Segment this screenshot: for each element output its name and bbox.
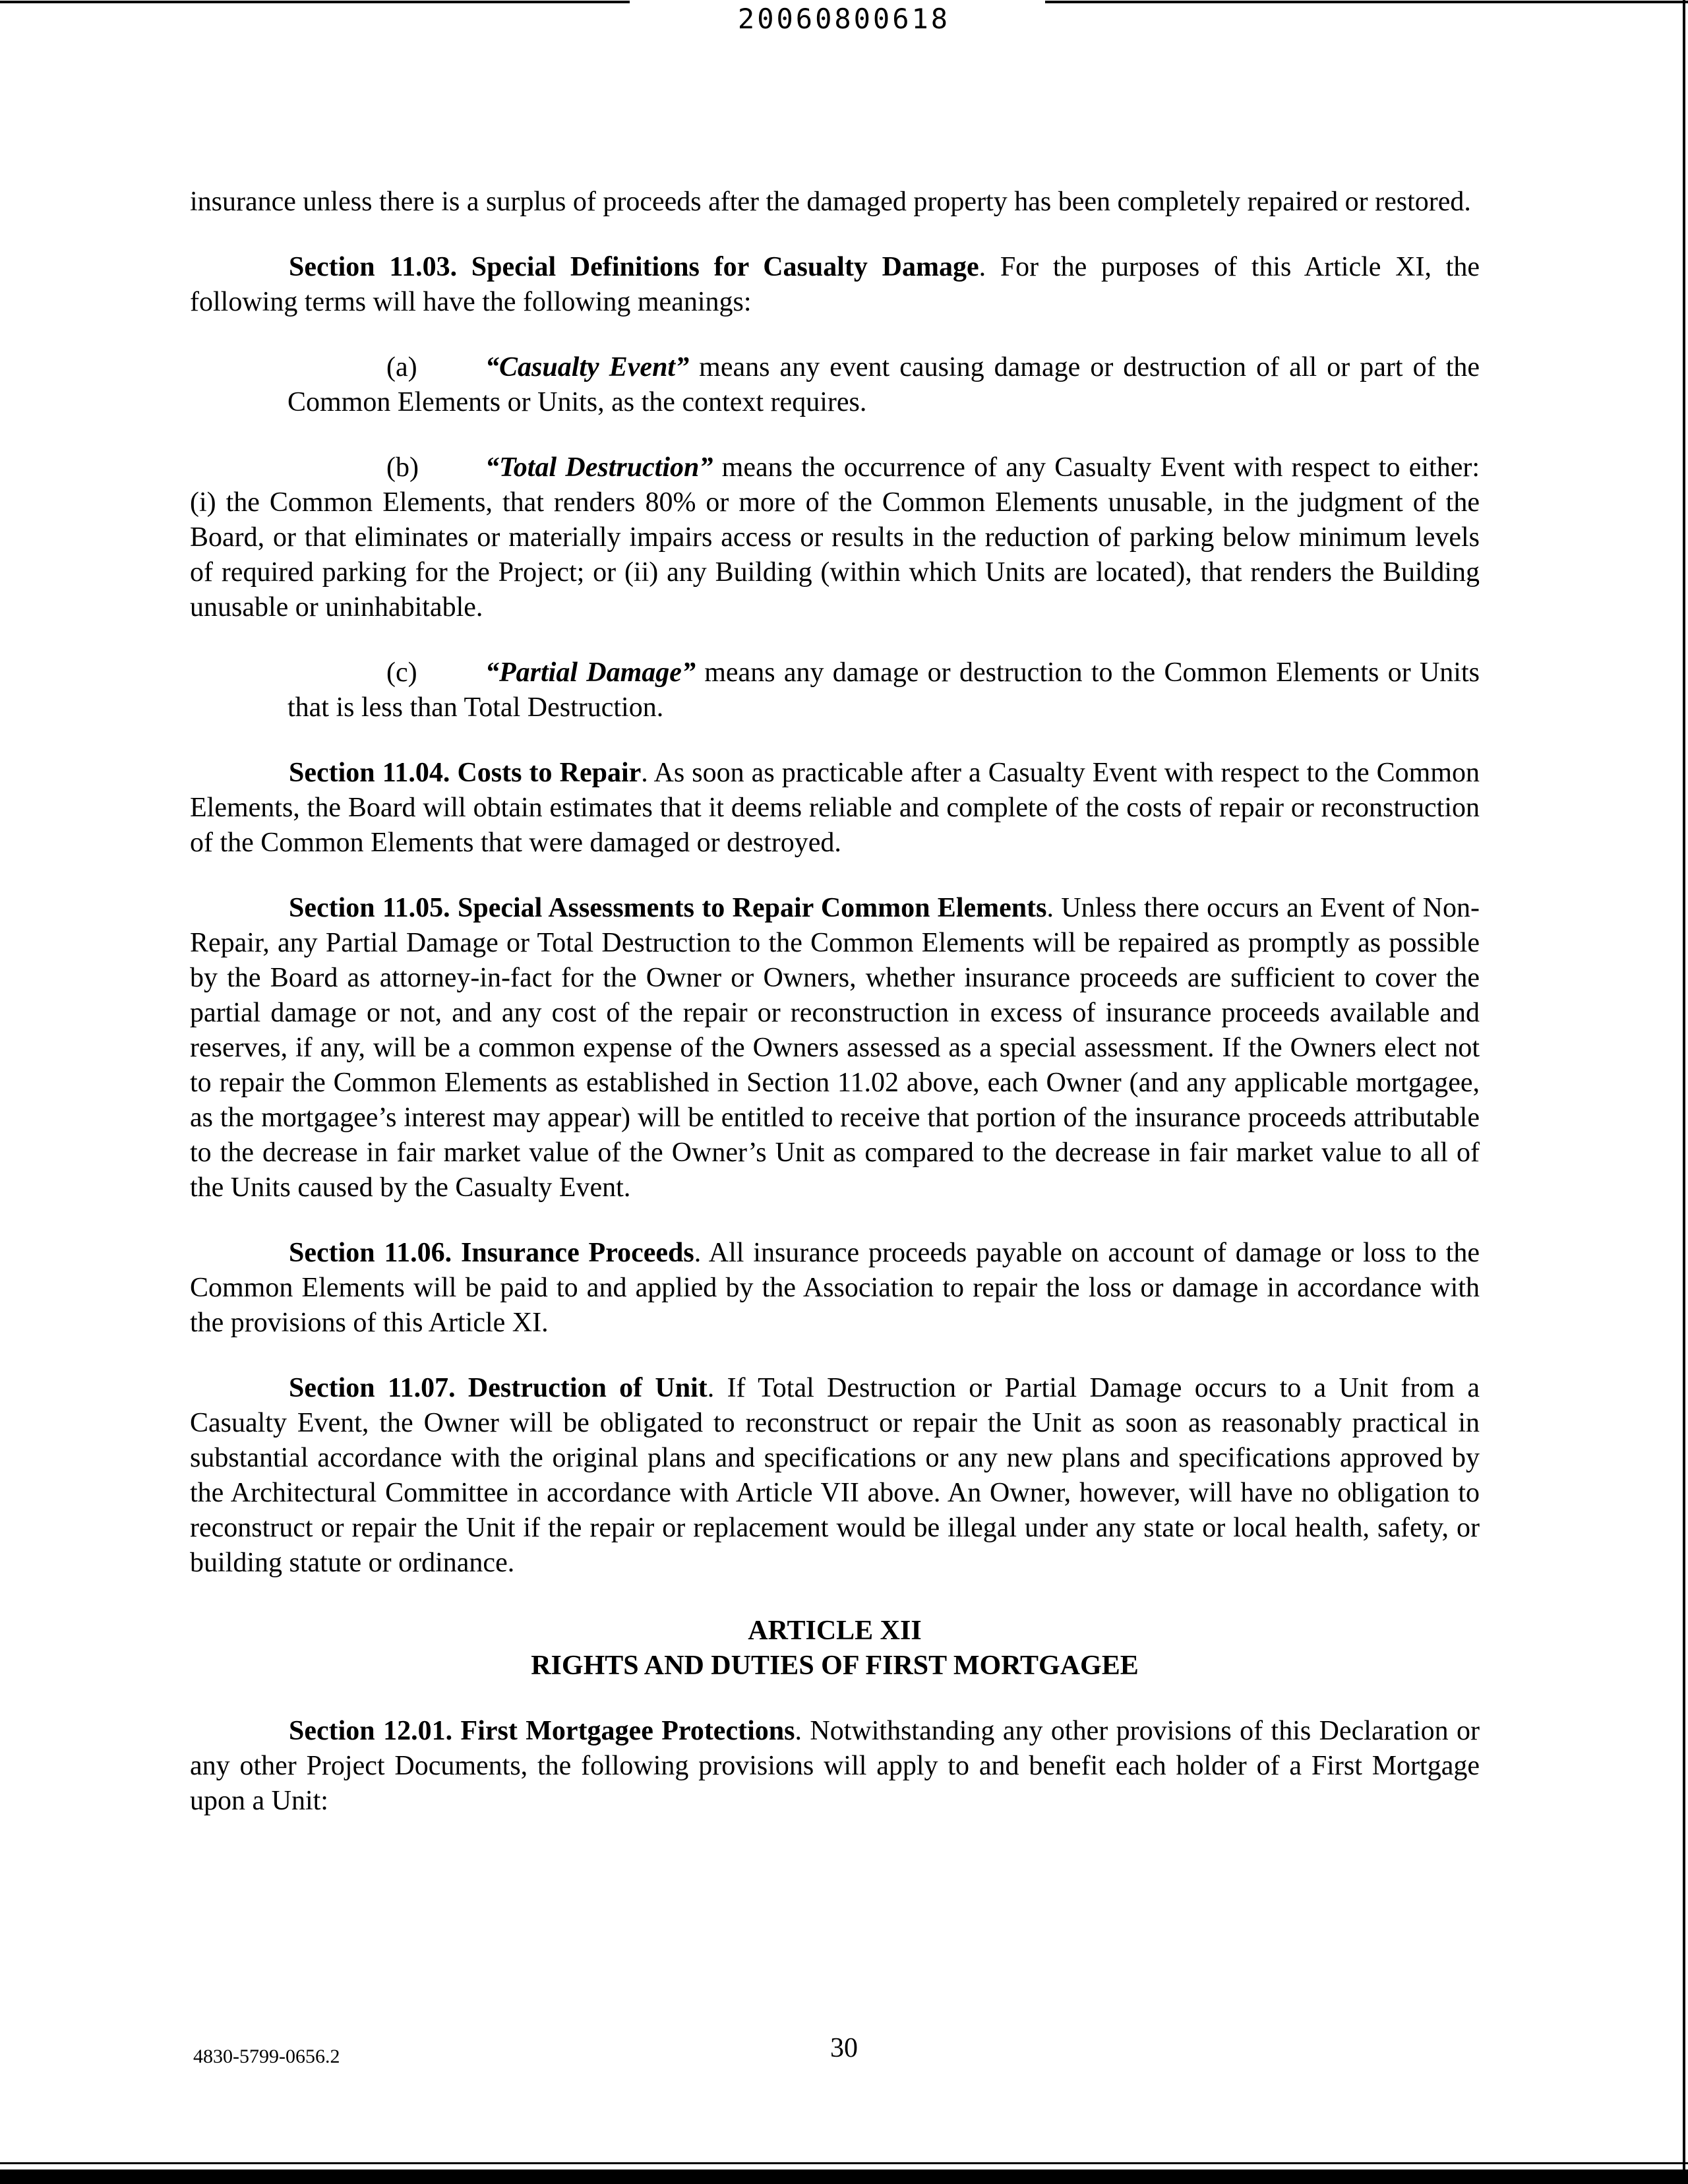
article-subtitle: RIGHTS AND DUTIES OF FIRST MORTGAGEE: [531, 1651, 1139, 1681]
definition-a: [287, 350, 1480, 420]
section-12-01: [190, 1714, 1480, 1819]
section-11-06: [190, 1236, 1480, 1341]
section-heading: Section 12.01. First Mortgagee Protections: [289, 1716, 795, 1746]
definition-c: [287, 655, 1480, 725]
footer-document-code: 4830-5799-0656.2: [193, 2046, 340, 2067]
defined-term: “Total Destruction”: [485, 452, 713, 483]
scan-bottom-bar: [0, 2169, 1688, 2184]
section-body: . Unless there occurs an Event of Non-Repair, any Partial Damage or Total Destruction to the Common Elements will be repaired as promptly as possible by the Board as attorney-in-fact for the Owner or Owners, whether insurance proceeds are sufficient to cover the partial damage or not, and any cost of the repair or reconstruction in excess of insurance proceeds available and reserves, if any, will be a common expense of the Owners assessed as a special assessment. If the Owners elect not to repair the Common Elements as established in Section 11.02 above, each Owner (and any applicable mortgagee, as the mortgagee’s interest may appear) will be entitled to receive that portion of the insurance proceeds attributable to the decrease in fair market value of the Owner’s Unit as compared to the decrease in fair market value to all of the Units caused by the Casualty Event.: [190, 893, 1480, 1203]
section-heading: Section 11.05. Special Assessments to Repair Common Elements: [289, 893, 1047, 923]
article-title: ARTICLE XII: [748, 1616, 922, 1646]
defined-term: “Partial Damage”: [485, 657, 696, 688]
document-number: 20060800618: [737, 3, 951, 35]
scan-bottom-rule: [0, 2162, 1688, 2164]
section-body: . If Total Destruction or Partial Damage occurs to a Unit from a Casualty Event, the Owner will be obligated to reconstruct or repair the Unit as soon as reasonably practical in substantial accordance with the original plans and specifications or any new plans and specifications approved by the Architectural Committee in accordance with Article VII above. An Owner, however, will have no obligation to reconstruct or repair the Unit if the repair or replacement would be illegal under any state or local health, safety, or building statute or ordinance.: [190, 1373, 1480, 1578]
section-body: . For the purposes of this Article XI, the following terms will have the following meanings:: [190, 252, 1480, 317]
section-11-07: [190, 1371, 1480, 1581]
article-12-heading: [190, 1614, 1480, 1684]
section-body: . As soon as practicable after a Casualty Event with respect to the Common Elements, the Board will obtain estimates that it deems reliable and complete of the costs of repair or reconstruction of the Common Elements that were damaged or destroyed.: [190, 758, 1480, 858]
definition-b: [190, 450, 1480, 625]
list-marker: (a): [386, 352, 417, 382]
list-marker: (c): [386, 657, 417, 688]
section-11-04: [190, 756, 1480, 861]
scan-right-border: [1683, 0, 1685, 2184]
list-marker: (b): [386, 452, 419, 483]
section-body: . Notwithstanding any other provisions of this Declaration or any other Project Documents, the following provisions will apply to and benefit each holder of a First Mortgage upon a Unit:: [190, 1716, 1480, 1816]
section-heading: Section 11.04. Costs to Repair: [289, 758, 642, 788]
intro-paragraph: insurance unless there is a surplus of proceeds after the damaged property has been completely repaired or restored.: [190, 187, 1471, 217]
definition-text: means the occurrence of any Casualty Event with respect to either: (i) the Common Elements, that renders 80% or more of the Common Elements unusable, in the judgment of the Board, or that eliminates or materially impairs access or results in the reduction of parking below minimum levels of required parking for the Project; or (ii) any Building (within which Units are located), that renders the Building unusable or uninhabitable.: [190, 452, 1480, 622]
definition-text: means any damage or destruction to the Common Elements or Units that is less than Total Destruction.: [287, 657, 1480, 723]
section-heading: Section 11.06. Insurance Proceeds: [289, 1238, 694, 1268]
section-heading: Section 11.07. Destruction of Unit: [289, 1373, 708, 1403]
section-heading: Section 11.03. Special Definitions for Casualty Damage: [289, 252, 979, 282]
section-11-05: [190, 891, 1480, 1205]
page-body: [190, 185, 1480, 1819]
definition-text: means any event causing damage or destruction of all or part of the Common Elements or Units, as the context requires.: [287, 352, 1480, 417]
defined-term: “Casualty Event”: [485, 352, 690, 382]
section-body: . All insurance proceeds payable on account of damage or loss to the Common Elements will be paid to and applied by the Association to repair the loss or damage in accordance with the provisions of this Article XI.: [190, 1238, 1480, 1338]
page-number: 30: [830, 2033, 858, 2063]
section-11-03: [190, 250, 1480, 320]
